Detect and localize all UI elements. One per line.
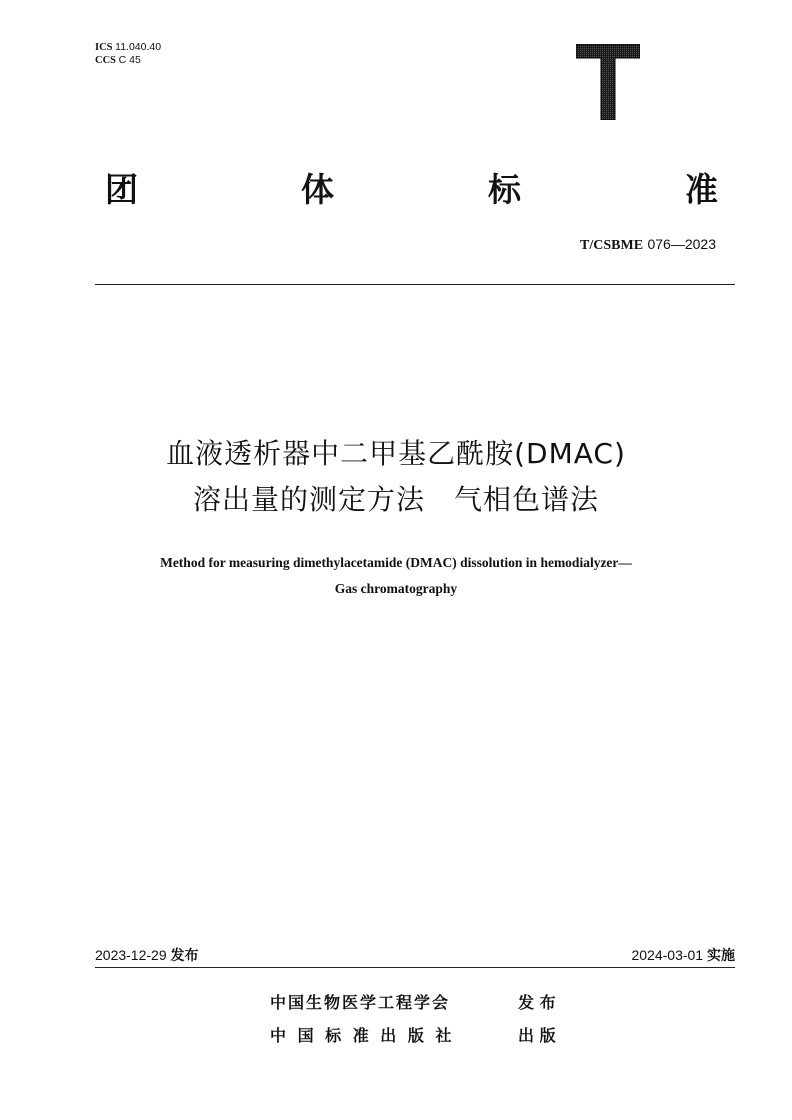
standard-kind-char: 标	[488, 170, 521, 209]
implement-date	[631, 945, 735, 965]
ccs-line	[95, 54, 161, 67]
press-org: 中 国 标 准 出 版 社	[270, 1026, 455, 1045]
standard-kind	[95, 164, 725, 209]
header-divider	[95, 284, 735, 285]
issue-label: 发布	[170, 948, 199, 964]
classification-codes	[95, 41, 161, 67]
footer-divider	[95, 967, 735, 968]
title-en-line1: Method for measuring dimethylacetamide (DMAC) dissolution in hemodialyzer—	[160, 555, 632, 570]
title-en-line2: Gas chromatography	[334, 581, 458, 596]
ccs-label: CCS	[95, 55, 117, 66]
publisher-action: 发 布	[518, 993, 556, 1012]
implement-date-value: 2024-03-01	[631, 947, 704, 963]
ics-line	[95, 41, 161, 54]
t-standard-logo-icon	[576, 44, 640, 120]
standard-code: 076—2023	[647, 236, 716, 252]
ics-code: 11.040.40	[115, 41, 162, 53]
title-cn-line1: 血液透析器中二甲基乙酰胺(DMAC)	[166, 437, 626, 470]
issue-date	[95, 945, 199, 965]
publisher-org: 中国生物医学工程学会	[270, 993, 451, 1012]
issue-date-value: 2023-12-29	[95, 947, 167, 963]
standard-kind-char: 体	[301, 170, 334, 209]
ccs-code: C 45	[118, 54, 141, 66]
press-action: 出 版	[518, 1026, 556, 1045]
standard-kind-char: 团	[105, 170, 138, 209]
standard-prefix: T/CSBME	[580, 238, 644, 253]
standard-kind-char: 准	[685, 170, 718, 209]
ics-label: ICS	[95, 42, 113, 53]
implement-label: 实施	[707, 948, 735, 964]
standard-number	[580, 236, 716, 254]
title-cn-line2: 溶出量的测定方法 气相色谱法	[192, 483, 599, 516]
